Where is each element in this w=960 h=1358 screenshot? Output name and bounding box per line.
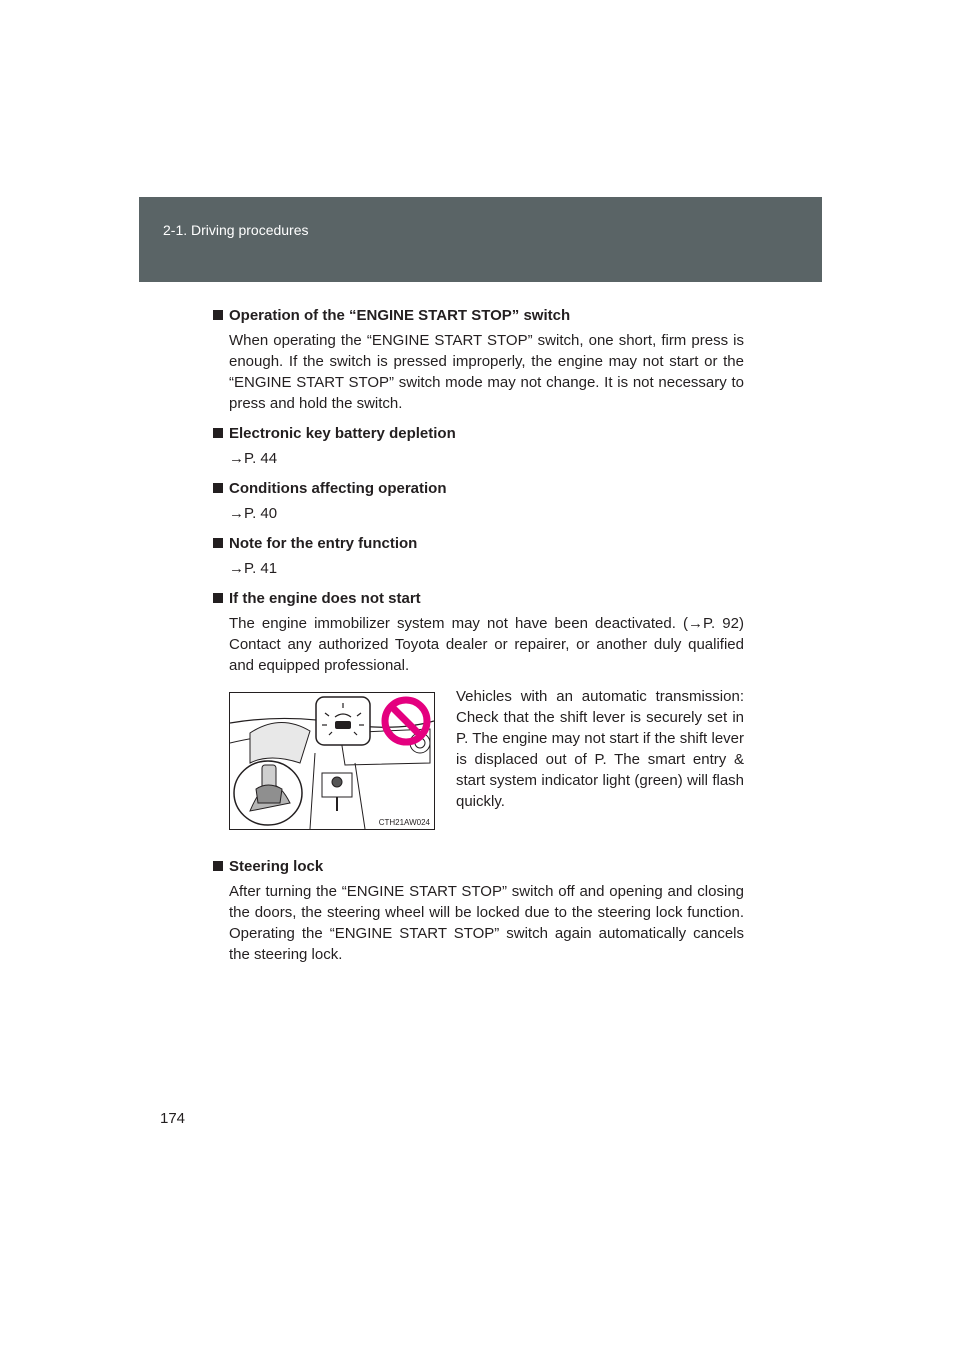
- figure-code: CTH21AW024: [378, 818, 430, 827]
- prohibition-icon: [385, 700, 427, 742]
- section-engine-switch: [213, 305, 744, 414]
- section-conditions: [213, 478, 744, 524]
- page-reference-link[interactable]: →P. 41: [229, 560, 278, 577]
- figure-row: [213, 686, 744, 838]
- chapter-title: 2-1. Driving procedures: [163, 222, 309, 238]
- section-engine-not-start: [213, 588, 744, 676]
- section-title: Conditions affecting operation: [213, 478, 744, 499]
- chapter-header: [139, 197, 822, 282]
- section-title: Operation of the “ENGINE START STOP” switch: [213, 305, 744, 326]
- figure-caption: Vehicles with an automatic transmission: Check that the shift lever is securely set in P. The engine may not start if the shift lever is displaced out of P. The smart entry & start system indicator light (green) will flash quickly.: [456, 688, 744, 810]
- section-key-battery: [213, 423, 744, 469]
- section-title: Note for the entry function: [213, 533, 744, 554]
- section-title: Electronic key battery depletion: [213, 423, 744, 444]
- page-number: 174: [160, 1110, 186, 1127]
- section-body: The engine immobilizer system may not have been deactivated. (→P. 92) Contact any authorized Toyota dealer or repairer, or another duly qualified and equipped professional.: [229, 615, 744, 674]
- section-body: When operating the “ENGINE START STOP” switch, one short, firm press is enough. If the switch is pressed improperly, the engine may not start or the “ENGINE START STOP” switch mode may not change. It is not necessary to press and hold the switch.: [229, 332, 744, 412]
- section-title: Steering lock: [213, 856, 744, 877]
- dashboard-illustration-icon: [230, 693, 434, 829]
- section-title: If the engine does not start: [213, 588, 744, 609]
- page-reference-link[interactable]: →P. 44: [229, 450, 278, 467]
- section-body: After turning the “ENGINE START STOP” switch off and opening and closing the doors, the steering wheel will be locked due to the steering lock function. Operating the “ENGINE START STOP” switch again automatically cancels the steering lock.: [229, 883, 744, 963]
- content: [213, 305, 744, 974]
- section-steering-lock: [213, 856, 744, 965]
- section-entry-function: [213, 533, 744, 579]
- page-reference-link[interactable]: →P. 40: [229, 505, 278, 522]
- shift-lever-illustration: [229, 692, 435, 830]
